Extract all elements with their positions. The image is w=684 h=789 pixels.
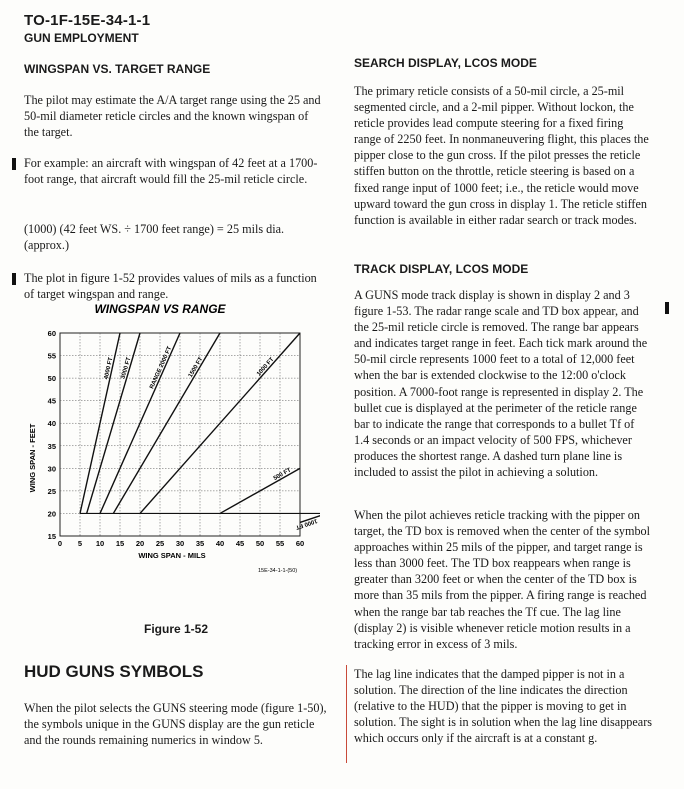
wingspan-paragraph-1: The pilot may estimate the A/A target range using the 25 and 50-mil diameter reticle circles and the known wingspan of the target.	[24, 93, 321, 140]
range-line-label: 1000 FT	[294, 517, 318, 530]
range-line-label: 500 FT	[272, 467, 293, 483]
x-tick-label: 10	[95, 539, 105, 548]
wingspan-paragraph-3: The plot in figure 1-52 provides values of mils as a function of target wingspan and range.	[24, 271, 317, 302]
wingspan-paragraph-2: For example: an aircraft with wingspan of 42 feet at a 1700-foot range, that aircraft would fill the 25-mil reticle circle.	[24, 156, 318, 187]
y-tick-label: 60	[47, 329, 56, 338]
y-tick-label: 45	[47, 396, 56, 406]
x-tick-label: 20	[135, 539, 145, 548]
search-display-heading: SEARCH DISPLAY, LCOS MODE	[354, 56, 537, 70]
y-tick-label: 15	[47, 532, 56, 541]
y-tick-label: 50	[47, 374, 56, 384]
x-tick-label: 5	[77, 539, 83, 548]
x-tick-label: 60	[295, 539, 305, 548]
change-bar	[665, 302, 669, 314]
x-tick-label: 45	[235, 539, 245, 548]
x-tick-label: 50	[255, 539, 265, 548]
section-title: GUN EMPLOYMENT	[24, 31, 139, 45]
track-display-paragraph-2: When the pilot achieves reticle tracking with the pipper on target, the TD box is removed when the center of the symbol approaches within 25 mils of the pipper, and target range is less than 3000 feet. The TD box reappears when range is greater than 3200 feet or when the center of the TD box is more than 35 mils from the pipper. A firing range is reached when the range bar tab reaches the Tf cue. The lag line (display 2) is visible whenever reticle motion results in a tracking error in excess of 3 mils.	[354, 508, 651, 651]
wingspan-formula: (1000) (42 feet WS. ÷ 1700 feet range) = 25 mils dia. (approx.)	[24, 222, 285, 253]
hud-guns-heading: HUD GUNS SYMBOLS	[24, 662, 204, 681]
y-tick-label: 35	[47, 441, 56, 451]
figure-id: 15E-34-1-1-(50)	[258, 568, 298, 574]
x-tick-label: 30	[175, 539, 185, 548]
x-tick-label: 25	[155, 539, 165, 548]
range-line-label: RANGE 2000 FT	[149, 345, 174, 390]
wingspan-heading: WINGSPAN VS. TARGET RANGE	[24, 62, 211, 76]
hud-guns-paragraph: When the pilot selects the GUNS steering mode (figure 1-50), the symbols unique in the GUNS display are the gun reticle and the rounds remaining numerics in window 5.	[24, 701, 327, 748]
x-tick-label: 15	[115, 539, 125, 548]
lag-line-paragraph: The lag line indicates that the damped pipper is not in a solution. The direction of the line indicates the direction (relative to the HUD) that the pipper is moving to get in solution. The sight is in solution when the lag line disappears which occurs only if the aircraft is at a constant g.	[354, 667, 652, 746]
range-line-label: 1500 FT	[187, 356, 205, 379]
range-line-label: 3000 FT	[120, 356, 133, 380]
change-bar	[12, 273, 16, 285]
chart-y-axis-label: WING SPAN - FEET	[28, 423, 37, 493]
revision-line	[346, 665, 347, 763]
document-number: TO-1F-15E-34-1-1	[24, 12, 151, 29]
chart-title: WINGSPAN VS RANGE	[94, 302, 226, 316]
y-tick-label: 20	[47, 509, 56, 519]
range-line-label: 1000 FT	[256, 356, 276, 378]
x-tick-label: 55	[275, 539, 285, 548]
chart-x-axis-label: WING SPAN - MILS	[138, 551, 206, 560]
change-bar	[12, 158, 16, 170]
y-tick-label: 40	[47, 419, 56, 429]
wingspan-vs-range-chart	[20, 298, 320, 580]
x-tick-label: 35	[195, 539, 205, 548]
y-tick-label: 25	[47, 486, 56, 496]
y-tick-label: 55	[47, 351, 56, 361]
search-display-paragraph: The primary reticle consists of a 50-mil circle, a 25-mil segmented circle, and a 2-mil pipper. Without lockon, the reticle provides lead compute steering for a fixed firing range of 2250 feet. In nonmaneuvering flight, this places the pipper close to the gun cross. If the pilot presses the reticle stiffen button on the throttle, reticle steering is based on a fixed range input of 1000 feet; i.e., the reticle would move upward toward the gun cross in display 1. The reticle stiffen function is available in either radar search or track modes.	[354, 84, 649, 227]
track-display-paragraph-1: A GUNS mode track display is shown in display 2 and 3 figure 1-53. The radar range scale and TD box appear, and the 25-mil reticle circle is removed. The range bar appears and indicates target range in feet. Each tick mark around the 50-mil circle represents 1000 feet to a total of 12,000 feet when the bar is extended clockwise to the 12:00 o'clock position. A 7000-foot range is represented in display 2. The bullet cue is displayed at the perimeter of the reticle range bar to indicate the range that corresponds to a bullet Tf of 1.4 seconds or an impact velocity of 500 FPS, whichever produces the shortest range. A dashed turn plane line is included to assist the pilot in achieving a solution.	[354, 288, 648, 480]
figure-caption: Figure 1-52	[144, 622, 209, 636]
x-tick-label: 40	[215, 539, 225, 548]
track-display-heading: TRACK DISPLAY, LCOS MODE	[354, 262, 529, 276]
x-tick-label: 0	[57, 539, 63, 548]
range-line-label: 4000 FT	[103, 356, 115, 381]
y-tick-label: 30	[47, 464, 56, 474]
